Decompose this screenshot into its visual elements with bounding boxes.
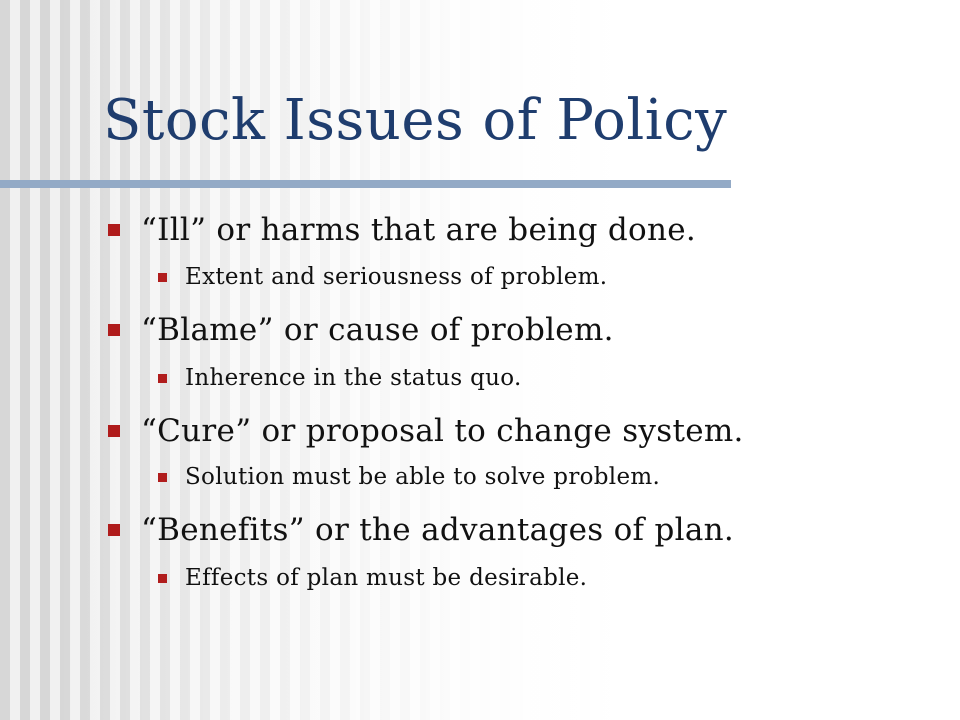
bullet-text: “Blame” or cause of problem. bbox=[141, 312, 614, 348]
bullet-text: “Cure” or proposal to change system. bbox=[141, 413, 744, 449]
bullet-item-benefits bbox=[108, 510, 734, 550]
square-bullet-icon bbox=[158, 374, 167, 383]
square-bullet-icon bbox=[108, 224, 120, 236]
bullet-text: “Ill” or harms that are being done. bbox=[141, 212, 697, 248]
sub-bullet-item-extent bbox=[158, 262, 607, 292]
sub-bullet-item-solution bbox=[158, 462, 660, 492]
square-bullet-icon bbox=[108, 425, 120, 437]
sub-bullet-text: Effects of plan must be desirable. bbox=[185, 565, 588, 591]
square-bullet-icon bbox=[108, 524, 120, 536]
bullet-item-blame bbox=[108, 310, 614, 350]
sub-bullet-item-effects bbox=[158, 563, 587, 593]
bullet-text: “Benefits” or the advantages of plan. bbox=[141, 512, 735, 548]
square-bullet-icon bbox=[158, 473, 167, 482]
slide-title: Stock Issues of Policy bbox=[103, 88, 728, 153]
sub-bullet-text: Extent and seriousness of problem. bbox=[185, 264, 608, 290]
square-bullet-icon bbox=[108, 324, 120, 336]
bullet-item-cure bbox=[108, 411, 744, 451]
sub-bullet-text: Solution must be able to solve problem. bbox=[185, 464, 661, 490]
bullet-item-ill bbox=[108, 210, 696, 250]
square-bullet-icon bbox=[158, 273, 167, 282]
sub-bullet-item-inherence bbox=[158, 363, 522, 393]
sub-bullet-text: Inherence in the status quo. bbox=[185, 365, 522, 391]
square-bullet-icon bbox=[158, 574, 167, 583]
